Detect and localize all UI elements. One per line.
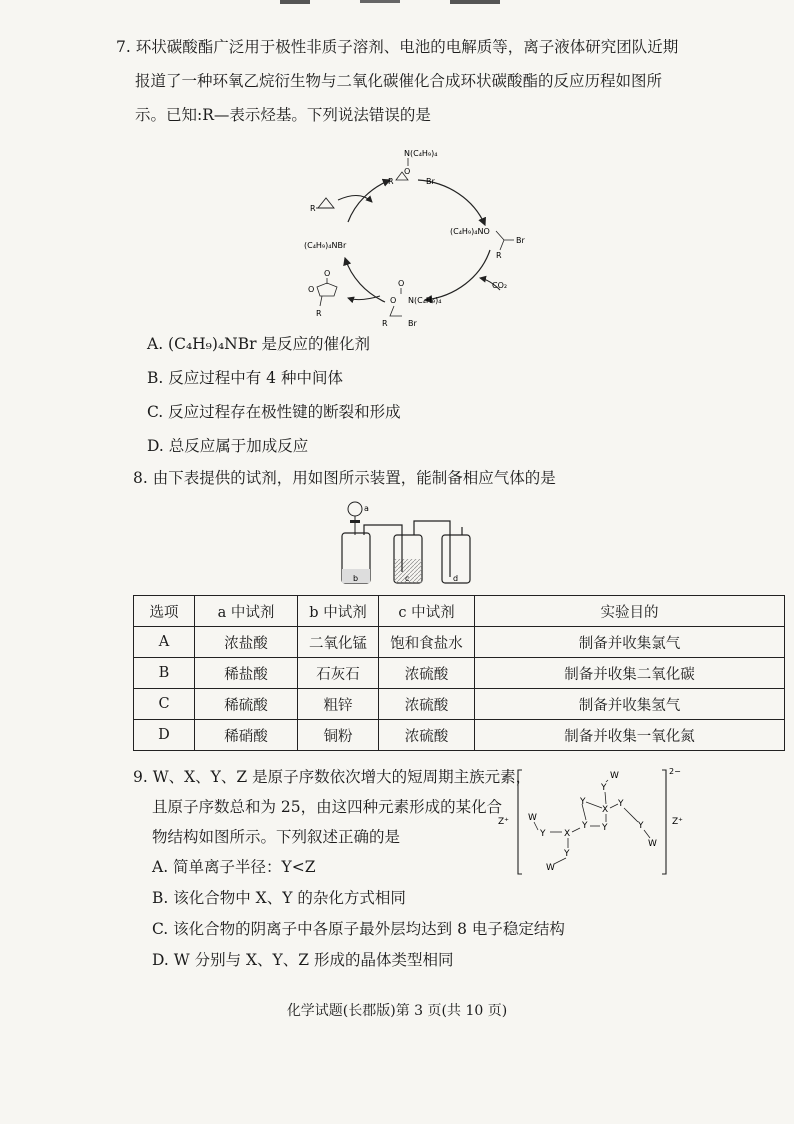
table-header-cell: 选项 — [134, 596, 195, 627]
q7-option-c: C. 反应过程存在极性键的断裂和形成 — [147, 403, 401, 421]
q9-option-d: D. W 分别与 X、Y、Z 形成的晶体类型相同 — [152, 951, 454, 969]
q9-anion-structure-diagram — [498, 764, 698, 880]
table-row — [134, 658, 785, 689]
q9-stem-line1: 9. W、X、Y、Z 是原子序数依次增大的短周期主族元素， — [133, 768, 532, 786]
table-cell: 稀硫酸 — [195, 689, 298, 720]
q8-reagent-table — [133, 595, 785, 751]
table-cell: 制备并收集二氧化碳 — [475, 658, 785, 689]
table-cell: 铜粉 — [298, 720, 379, 751]
q9-atom-w-far-right: W — [648, 839, 657, 849]
q8-apparatus-diagram — [330, 497, 480, 592]
table-header-cell: a 中试剂 — [195, 596, 298, 627]
q7-top-br: Br — [426, 177, 435, 186]
q7-top-r: R — [388, 177, 394, 186]
table-cell: C — [134, 689, 195, 720]
table-row — [134, 720, 785, 751]
table-cell: 饱和食盐水 — [379, 627, 475, 658]
q8-label-a: a — [364, 504, 369, 513]
q9-atom-y-bridge3: Y — [582, 821, 588, 831]
q7-stem-line3: 示。已知:R—表示烃基。下列说法错误的是 — [135, 106, 431, 124]
table-cell: 制备并收集氢气 — [475, 689, 785, 720]
q7-product-o-carbonyl: O — [324, 269, 331, 278]
q7-bottom-br: Br — [408, 319, 417, 328]
q9-option-b: B. 该化合物中 X、Y 的杂化方式相同 — [152, 889, 406, 907]
table-cell: 石灰石 — [298, 658, 379, 689]
q7-top-oxygen: O — [404, 167, 411, 176]
table-cell: 浓硫酸 — [379, 689, 475, 720]
q7-bottom-o-top: O — [398, 279, 405, 288]
q7-option-d: D. 总反应属于加成反应 — [147, 437, 309, 455]
q8-label-b: b — [353, 574, 359, 583]
q9-atom-y-bridge1: Y — [580, 797, 586, 807]
q7-bottom-r: R — [382, 319, 388, 328]
q7-right-br: Br — [516, 236, 525, 245]
q7-option-b: B. 反应过程中有 4 种中间体 — [147, 369, 343, 387]
table-cell: B — [134, 658, 195, 689]
q7-bottom-o-left: O — [390, 296, 397, 305]
q9-atom-w-top: W — [610, 771, 619, 781]
q9-option-a: A. 简单离子半径：Y<Z — [152, 858, 316, 876]
q9-atom-y-far-right: Y — [638, 821, 644, 831]
table-row — [134, 689, 785, 720]
q9-atom-y-bridge2: Y — [602, 823, 608, 833]
q7-catalyst-label: (C₄H₉)₄NBr — [304, 241, 347, 250]
table-header-cell: b 中试剂 — [298, 596, 379, 627]
q7-right-r: R — [496, 251, 502, 260]
q7-stem-line1: 7. 环状碳酸酯广泛用于极性非质子溶剂、电池的电解质等，离子液体研究团队近期 — [116, 38, 679, 56]
table-cell: 制备并收集氯气 — [475, 627, 785, 658]
page-footer: 化学试题(长郡版)第 3 页(共 10 页) — [286, 1003, 508, 1019]
q7-product-r: R — [316, 309, 322, 318]
table-cell: 制备并收集一氧化氮 — [475, 720, 785, 751]
q9-atom-y-top: Y — [601, 783, 607, 793]
q8-label-c: c — [405, 574, 410, 583]
table-cell: 稀硝酸 — [195, 720, 298, 751]
q7-bottom-ammonium: N(C₄H₉)₄ — [408, 296, 442, 305]
q9-option-c: C. 该化合物的阴离子中各原子最外层均达到 8 电子稳定结构 — [152, 920, 565, 938]
q9-atom-y-right: Y — [618, 799, 624, 809]
table-header-cell: 实验目的 — [475, 596, 785, 627]
q8-funnel-bulb — [348, 502, 362, 516]
q9-cation-right: Z⁺ — [672, 817, 683, 827]
q7-reaction-cycle-diagram — [300, 140, 530, 330]
q9-stem-line3: 物结构如图所示。下列叙述正确的是 — [152, 828, 401, 846]
q9-atom-y-left: Y — [540, 829, 546, 839]
table-cell: 二氧化锰 — [298, 627, 379, 658]
table-header-cell: c 中试剂 — [379, 596, 475, 627]
q9-atom-y-bottom: Y — [564, 849, 570, 859]
q7-epoxide-r: R — [310, 204, 316, 213]
table-cell: 浓硫酸 — [379, 720, 475, 751]
q9-stem-line2: 且原子序数总和为 25，由这四种元素形成的某化合 — [152, 798, 503, 816]
q7-product-o-ring: O — [308, 285, 315, 294]
q9-atom-x-right: X — [602, 805, 609, 815]
table-cell: D — [134, 720, 195, 751]
q9-atom-w-left: W — [528, 813, 537, 823]
q9-atom-x-left: X — [564, 829, 571, 839]
q8-label-d: d — [453, 574, 459, 583]
table-cell: A — [134, 627, 195, 658]
table-header-row — [134, 596, 785, 627]
q9-cation-left: Z⁺ — [498, 817, 509, 827]
top-edge-marks — [280, 0, 510, 6]
q7-right-alkoxide: (C₄H₉)₄NO — [450, 227, 490, 236]
table-cell: 浓硫酸 — [379, 658, 475, 689]
q9-bonds — [534, 780, 650, 864]
q9-anion-charge: 2− — [669, 767, 681, 776]
q8-stem: 8. 由下表提供的试剂，用如图所示装置，能制备相应气体的是 — [133, 469, 556, 487]
q9-atom-w-bottom: W — [546, 863, 555, 873]
q7-stem-line2: 报道了一种环氧乙烷衍生物与二氧化碳催化合成环状碳酸酯的反应历程如图所 — [135, 72, 663, 90]
table-row — [134, 627, 785, 658]
q7-top-ammonium-label: N(C₄H₉)₄ — [404, 149, 438, 158]
table-cell: 浓盐酸 — [195, 627, 298, 658]
table-cell: 稀盐酸 — [195, 658, 298, 689]
q7-co2-label: CO₂ — [492, 281, 508, 290]
q7-option-a: A. (C₄H₉)₄NBr 是反应的催化剂 — [147, 335, 370, 353]
table-cell: 粗锌 — [298, 689, 379, 720]
